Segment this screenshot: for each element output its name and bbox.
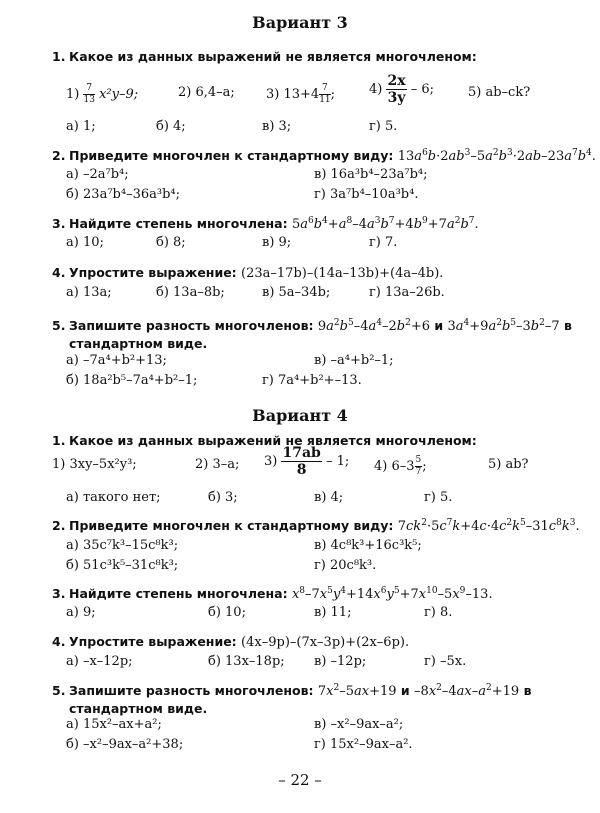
answer-b: б) 18a²b⁵–7a⁴+b²–1; [66, 373, 198, 388]
answer-v: в) –12p; [314, 654, 367, 669]
v4-question-4: 4. Упростите выражение: (4x–9p)–(7x–3p)+(2x–6p). [52, 634, 410, 650]
answer-b: б) 4; [156, 119, 186, 134]
variant-3-title: Вариант 3 [252, 13, 348, 32]
choice-1: 1) 3xy–5x²y³; [52, 457, 137, 472]
v3-q2-expression: $13a^6b\cdot 2ab^3-5a^2b^3\cdot 2ab-23a^7b^4$. [397, 148, 596, 164]
variant-4-title: Вариант 4 [252, 406, 348, 425]
answer-a: а) 9; [66, 605, 96, 620]
v4-q5-expression-2: $-8x^2-4ax-a^2+19$ [414, 683, 520, 699]
answer-v: в) 4c⁸k³+16c³k⁵; [314, 538, 422, 553]
v3-q3-expression: $5a^6b^4+a^8-4a^3b^7+4b^9+7a^2b^7$. [291, 216, 479, 232]
answer-b: б) 10; [208, 605, 246, 620]
choice-4: 4) 6–3 $\frac{5}{7}$ ; [374, 455, 427, 477]
v3-q5-expression-1: $9a^2b^5-4a^4-2b^2+6$ [317, 318, 431, 334]
choice-5: 5) ab? [488, 457, 529, 472]
v4-question-1: 1. Какое из данных выражений не является многочленом: [52, 433, 477, 448]
choice-2: 2) 6,4–a; [178, 85, 235, 100]
choice-5: 5) ab–ck? [468, 85, 531, 100]
choice-1: 1) $\frac{7}{13}$ x²y–9; [66, 83, 139, 105]
answer-v: в) 5a–34b; [262, 285, 331, 300]
v3-question-1 [52, 48, 572, 65]
answer-a: а) –2a⁷b⁴; [66, 167, 129, 182]
v3-question-5: 5. Запишите разность многочленов: $9a^2b^5-4a^4-2b^2+6$ и $3a^4+9a^2b^5-3b^2-7$ в стандартном виде. [52, 318, 572, 351]
v3-question-2: 2. Приведите многочлен к стандартному виду: $13a^6b\cdot 2ab^3-5a^2b^3\cdot 2ab-23a^7b^4$. [52, 148, 596, 164]
answer-a: а) 35c⁷k³–15c⁸k³; [66, 538, 179, 553]
question-text-cont: стандартном виде. [69, 701, 208, 716]
answer-b: б) 51c³k⁵–31c⁸k³; [66, 558, 179, 573]
choice-2: 2) 3–a; [195, 457, 240, 472]
choice-3: 3) $\frac{17ab}{8}$ – 1; [264, 445, 350, 478]
question-text: Какое из данных выражений не является многочленом: [69, 49, 477, 64]
answer-g: г) 15x²–9ax–a². [314, 737, 413, 752]
answer-b: б) 13x–18p; [208, 654, 285, 669]
answer-v: в) –a⁴+b²–1; [314, 353, 394, 368]
answer-a: а) –x–12p; [66, 654, 133, 669]
page-number: – 22 – [278, 771, 322, 789]
answer-g: г) 3a⁷b⁴–10a³b⁴. [314, 187, 419, 202]
answer-b: б) –x²–9ax–a²+38; [66, 737, 184, 752]
answer-g: г) 7. [369, 235, 398, 250]
answer-a: а) 13a; [66, 285, 112, 300]
answer-a: а) такого нет; [66, 490, 161, 505]
answer-g: г) 8. [424, 605, 453, 620]
answer-b: б) 23a⁷b⁴–36a³b⁴; [66, 187, 180, 202]
answer-g: г) 5. [424, 490, 453, 505]
v4-q5-expression-1: $7x^2-5ax+19$ [317, 683, 397, 699]
answer-g: г) –5x. [424, 654, 467, 669]
v4-q2-expression: $7ck^2\cdot 5c^7k+4c\cdot 4c^2k^5-31c^8k^3$. [397, 518, 580, 534]
v3-question-4: 4. Упростите выражение: (23a–17b)–(14a–13b)+(4a–4b). [52, 265, 444, 281]
v4-question-2: 2. Приведите многочлен к стандартному виду: $7ck^2\cdot 5c^7k+4c\cdot 4c^2k^5-31c^8k^3$. [52, 518, 580, 534]
answer-v: в) 4; [314, 490, 344, 505]
choice-3: 3) 13+4 $\frac{7}{11}$ ; [266, 83, 336, 105]
answer-v: в) 16a³b⁴–23a⁷b⁴; [314, 167, 428, 182]
answer-a: а) 1; [66, 119, 96, 134]
choice-4: 4) $\frac{2x}{3y}$ – 6; [369, 73, 435, 106]
answer-g: г) 5. [369, 119, 398, 134]
answer-g: г) 20c⁸k³. [314, 558, 377, 573]
answer-v: в) 3; [262, 119, 292, 134]
v3-q5-expression-2: $3a^4+9a^2b^5-3b^2-7$ [447, 318, 560, 334]
v4-question-3: 3. Найдите степень многочлена: $x^8-7x^5y^4+14x^6y^5+7x^{10}-5x^9-13$. [52, 586, 493, 602]
answer-v: в) 9; [262, 235, 292, 250]
answer-v: в) 11; [314, 605, 352, 620]
answer-a: а) 15x²–ax+a²; [66, 717, 162, 732]
question-number: 1. [52, 49, 66, 64]
answer-g: г) 7a⁴+b²+–13. [262, 373, 362, 388]
answer-v: в) –x²–9ax–a²; [314, 717, 404, 732]
v4-question-5: 5. Запишите разность многочленов: $7x^2-5ax+19$ и $-8x^2-4ax-a^2+19$ в стандартном виде. [52, 682, 572, 717]
answer-b: б) 8; [156, 235, 186, 250]
answer-a: а) 10; [66, 235, 104, 250]
v4-q3-expression: $x^8-7x^5y^4+14x^6y^5+7x^{10}-5x^9-13$. [291, 586, 493, 602]
answer-a: а) –7a⁴+b²+13; [66, 353, 167, 368]
v4-q4-expression: (4x–9p)–(7x–3p)+(2x–6p). [241, 635, 410, 650]
v3-q4-expression: (23a–17b)–(14a–13b)+(4a–4b). [241, 266, 444, 281]
answer-b: б) 13a–8b; [156, 285, 225, 300]
v3-question-3: 3. Найдите степень многочлена: $5a^6b^4+a^8-4a^3b^7+4b^9+7a^2b^7$. [52, 216, 479, 232]
answer-b: б) 3; [208, 490, 238, 505]
answer-g: г) 13a–26b. [369, 285, 445, 300]
question-text-cont: стандартном виде. [69, 336, 208, 351]
